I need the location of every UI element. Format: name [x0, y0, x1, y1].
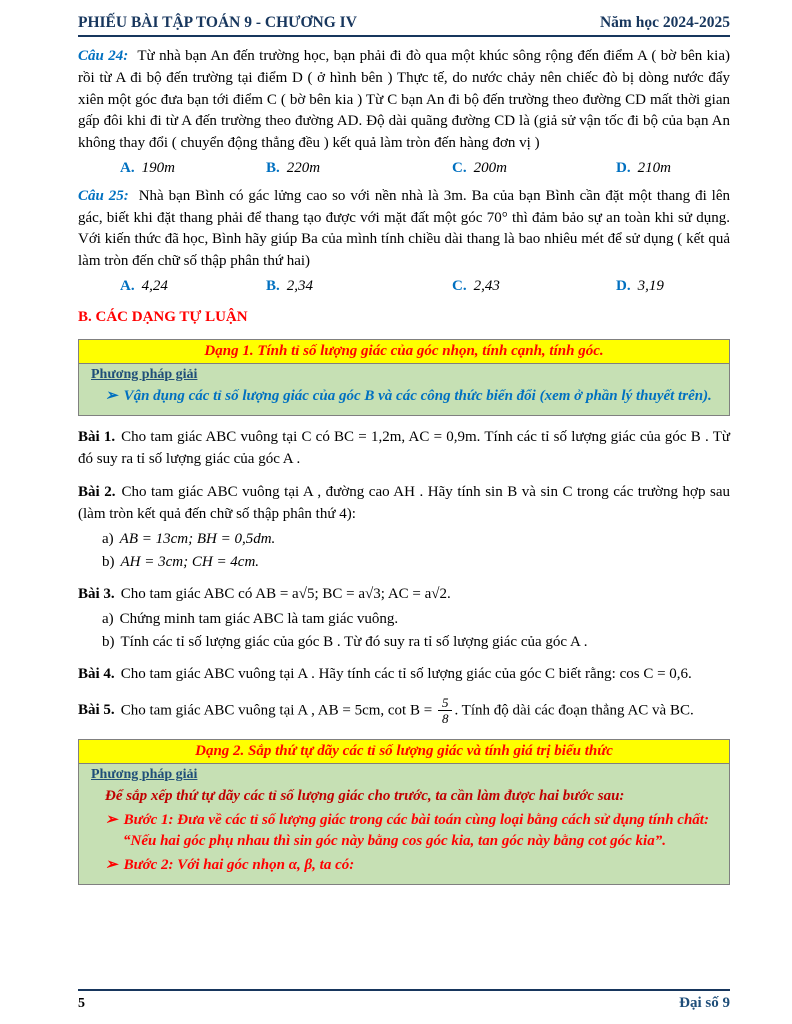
option-value: 190m — [141, 159, 175, 176]
option-value: 210m — [637, 159, 671, 176]
exercise-3 — [78, 583, 730, 606]
option-value: 4,24 — [141, 277, 168, 294]
question-24-label: Câu 24: — [78, 48, 129, 64]
section-b-heading: B. CÁC DẠNG TỰ LUẬN — [78, 308, 248, 325]
dang2-title-box — [78, 739, 730, 764]
exercise-4-text: Cho tam giác ABC vuông tại A . Hãy tính các tỉ số lượng giác của góc C biết rằng: cos C = 0,6. — [120, 666, 692, 683]
dang2-step-2-text: Bước 2: Với hai góc nhọn α, β, ta có: — [123, 857, 355, 874]
fraction — [436, 696, 455, 726]
dang2-method-box — [78, 764, 730, 885]
option-letter: D. — [616, 277, 631, 294]
option-letter: C. — [452, 159, 467, 176]
option-letter: B. — [266, 277, 280, 294]
subitem-label: a) — [102, 610, 114, 627]
subitem-text: AB = 13cm; BH = 0,5dm. — [119, 530, 276, 547]
method-label: Phương pháp giải — [91, 767, 198, 783]
arrow-bullet-icon: ➢ — [105, 857, 118, 874]
option-value: 2,34 — [286, 277, 314, 294]
exercise-3-item-a — [102, 609, 730, 631]
question-24 — [78, 46, 730, 155]
fraction-denominator: 8 — [441, 711, 449, 727]
option-d — [616, 278, 730, 295]
exercise-2-item-a — [102, 529, 730, 551]
dang2-step-1-text: Bước 1: Đưa về các tỉ số lượng giác trong các bài toán cùng loại bằng cách sử dụng tính chất: “Nếu hai góc phụ nhau thì sin góc này bằng cos góc kia, tan góc này bằng cot góc kia”. — [123, 812, 709, 850]
question-25 — [78, 186, 730, 273]
exercise-1-text: Cho tam giác ABC vuông tại C có BC = 1,2m, AC = 0,9m. Tính các tỉ số lượng giác của góc B . Từ đó suy ra tỉ số lượng giác của góc A . — [78, 428, 730, 468]
question-25-options — [78, 278, 730, 295]
exercise-3-text: Cho tam giác ABC có AB = a√5; BC = a√3; AC = a√2. — [120, 586, 451, 603]
subitem-label: a) — [102, 530, 114, 547]
fraction-numerator: 5 — [438, 696, 453, 712]
dang2-method-intro: Để sắp xếp thứ tự dãy các tỉ số lượng giác cho trước, ta cần làm được hai bước sau: — [105, 788, 625, 805]
exercise-2-text: Cho tam giác ABC vuông tại A , đường cao AH . Hãy tính sin B và sin C trong các trường hợp sau (làm tròn kết quả đến chữ số thập phân thứ 4): — [78, 483, 730, 523]
dang1-title-box — [78, 339, 730, 364]
exercise-4-label: Bài 4. — [78, 666, 115, 683]
subitem-label: b) — [102, 633, 115, 650]
document-header — [78, 14, 730, 37]
question-25-text: Nhà bạn Bình có gác lửng cao so với nền nhà là 3m. Ba của bạn Bình cần đặt một thang đi lên gác, biết khi đặt thang phải để thang tạo được với mặt đất một góc 70° thì đảm bảo sự an toàn khi sử dụng. Với kiến thức đã học, Bình hãy giúp Ba của mình tính chiều dài thang là bao nhiêu mét để sử dụng ( kết quả làm tròn đến chữ số thập phân thứ hai) — [78, 187, 731, 269]
arrow-bullet-icon: ➢ — [105, 387, 118, 404]
footer-subject-label: Đại số 9 — [679, 995, 730, 1011]
subitem-text: Chứng minh tam giác ABC là tam giác vuông. — [119, 610, 399, 627]
exercise-1 — [78, 426, 730, 471]
school-year: Năm học 2024-2025 — [599, 14, 730, 31]
option-a — [120, 160, 266, 177]
exercise-2-label: Bài 2. — [78, 483, 116, 500]
subitem-text: Tính các tỉ số lượng giác của góc B . Từ đó suy ra tỉ số lượng giác của góc A . — [120, 633, 588, 650]
option-b — [266, 278, 452, 295]
exercise-2-item-b — [102, 552, 730, 574]
subitem-text: AH = 3cm; CH = 4cm. — [120, 553, 260, 570]
exercise-5-text-before: Cho tam giác ABC vuông tại A , AB = 5cm, cot B = — [120, 702, 433, 719]
dang1-method-box — [78, 364, 730, 416]
dang1-method-line — [91, 386, 719, 407]
option-letter: A. — [120, 277, 135, 294]
dang2-title: Dạng 2. Sắp thứ tự dãy các tỉ số lượng giác và tính giá trị biểu thức — [195, 743, 613, 760]
arrow-bullet-icon: ➢ — [105, 812, 118, 829]
option-letter: A. — [120, 159, 135, 176]
exercise-3-label: Bài 3. — [78, 586, 115, 603]
question-24-options — [78, 160, 730, 177]
exercise-1-label: Bài 1. — [78, 428, 116, 445]
exercise-5-text-after: . Tính độ dài các đoạn thẳng AC và BC. — [454, 702, 694, 719]
option-letter: B. — [266, 159, 280, 176]
exercise-4 — [78, 663, 730, 686]
option-letter: D. — [616, 159, 631, 176]
option-value: 2,43 — [473, 277, 500, 294]
option-value: 200m — [473, 159, 507, 176]
exercise-5 — [78, 696, 730, 726]
question-24-text: Từ nhà bạn An đến trường học, bạn phải đi đò qua một khúc sông rộng đến điểm A ( bờ bên kia) rồi từ A đi bộ đến trường tại điểm D ( ở hình bên ) Thực tế, do nước chảy nên chiếc đò bị dòng nước đẩy xiên một góc đưa bạn tới điểm C ( bờ bên kia ) Từ C bạn An đi bộ đến trường theo đường CD mất thời gian gấp đôi khi đi từ A đến trường theo đường AD. Độ dài quãng đường CD là (giả sử vận tốc đi bộ của bạn An không thay đổi ( chuyển động thẳng đều ) kết quả làm tròn đến hàng đơn vị ) — [78, 48, 730, 151]
option-letter: C. — [452, 277, 467, 294]
subitem-label: b) — [102, 553, 115, 570]
option-c — [452, 278, 616, 295]
exercise-2 — [78, 481, 730, 526]
dang1-method-text: Vận dụng các tỉ số lượng giác của góc B và các công thức biến đổi (xem ở phần lý thuyết trên). — [123, 387, 712, 404]
option-c — [452, 160, 616, 177]
option-value: 3,19 — [637, 277, 664, 294]
option-d — [616, 160, 730, 177]
option-value: 220m — [286, 159, 321, 176]
dang2-step-2 — [91, 855, 719, 876]
exercise-3-item-b — [102, 632, 730, 654]
document-footer — [78, 989, 730, 1012]
page-number: 5 — [78, 996, 85, 1011]
exercise-5-label: Bài 5. — [78, 702, 115, 719]
document-title: PHIẾU BÀI TẬP TOÁN 9 - CHƯƠNG IV — [78, 14, 357, 31]
method-label: Phương pháp giải — [91, 366, 198, 382]
dang2-step-1 — [91, 810, 719, 852]
option-a — [120, 278, 266, 295]
dang1-title: Dạng 1. Tính tỉ số lượng giác của góc nhọn, tính cạnh, tính góc. — [204, 342, 604, 359]
question-25-label: Câu 25: — [78, 187, 129, 204]
option-b — [266, 160, 452, 177]
